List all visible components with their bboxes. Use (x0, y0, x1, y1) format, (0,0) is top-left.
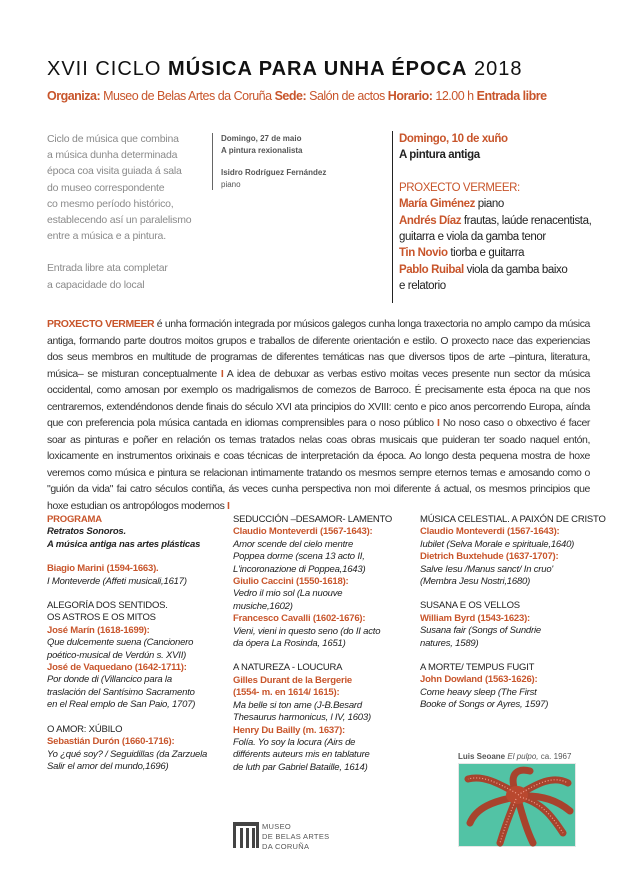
performer-name: Isidro Rodríguez Fernández (221, 168, 327, 177)
intro-line: a música dunha determinada (47, 149, 178, 162)
composer: Giulio Caccini (1550-1618): (233, 576, 349, 588)
concert-date: Domingo, 27 de maio (221, 134, 302, 143)
description-text: No noso caso o obxectivo é facer soar as pinturas e poñer en relación os temas tratados nelas coas obras musicais que puideran ter soado naquel entón, loxicamente en instrumentos orixinais e coas técnicas de interpretación da época. Ao longo desta pequena mostra de hoxe veremos como música e pintura se relacionan intimamente tratando os mesmos sempre eternos temas e amosando como o "guión da vida" fai catro séculos contiña, ás veces cunha perspectiva non moi diferente á actual, os mesmos principios que hoxe estudian os antropólogos modernos (47, 417, 590, 513)
work: Ma belle si ton ame (J-B.Besard (233, 699, 362, 711)
title-main: MÚSICA PARA UNHA ÉPOCA (168, 58, 468, 80)
composer: Dietrich Buxtehude (1637-1707): (420, 551, 559, 563)
section-heading: OS ASTROS E OS MITOS (47, 612, 156, 624)
member-name: Andrés Díaz (399, 214, 462, 227)
member-role: e relatorio (399, 280, 446, 293)
work: (Membra Jesu Nostri,1680) (420, 576, 531, 588)
program-subtitle: Retratos Sonoros. (47, 526, 126, 538)
intro-line: Ciclo de música que combina (47, 133, 179, 145)
intro-line: co mesmo período histórico, (47, 197, 174, 210)
sede-value: Salón de actos (309, 89, 385, 103)
work: Vieni, vieni in questo seno (do II acto (233, 625, 381, 637)
artwork-caption (458, 752, 571, 761)
member-role: tiorba e guitarra (450, 247, 525, 260)
composer: Claudio Monteverdi (1567-1643): (420, 526, 560, 538)
work: différents auteurs mis en tablature (233, 749, 370, 761)
intro-text (47, 131, 227, 309)
intro-line: entre a música e a pintura. (47, 230, 166, 243)
intro-line: establecendo así un paralelismo (47, 214, 192, 227)
entry-line: Entrada libre ata completar (47, 262, 168, 275)
logo-line: DA CORUÑA (262, 842, 310, 851)
member-name: María Giménez (399, 198, 475, 211)
horario-value: 12.00 h (435, 89, 474, 103)
work: L'incoronazione di Poppea,1643) (233, 563, 366, 575)
organiza-label: Organiza: (47, 89, 101, 103)
program-column-2 (233, 514, 413, 774)
work: Thesaurus harmonicus, l IV, 1603) (233, 712, 371, 724)
artwork-artist: Luis Seoane (458, 752, 506, 761)
work: Come heavy sleep (The First (420, 686, 537, 698)
section-heading: MÚSICA CELESTIAL. A PAIXÓN DE CRISTO (420, 514, 606, 525)
separator: I (220, 367, 224, 380)
performer-instrument: piano (221, 179, 241, 189)
museum-logo-text (262, 822, 329, 852)
work: Iubilet (Selva Morale e spirituale,1640) (420, 538, 575, 550)
sede-label: Sede: (274, 89, 307, 103)
work: Susana fair (Songs of Sundrie (420, 625, 541, 637)
work: da ópera La Rosinda, 1651) (233, 638, 346, 650)
work: poético-musical de Verdún s. XVII) (47, 649, 187, 661)
concert-theme: A pintura antiga (399, 149, 480, 162)
composer: Claudio Monteverdi (1567-1643): (233, 526, 373, 538)
entry-line: a capacidade do local (47, 278, 145, 291)
work: Yo ¿qué soy? / Seguidillas (da Zarzuela (47, 748, 208, 760)
organiza-value: Museo de Belas Artes da Coruña (103, 89, 272, 103)
previous-concert (212, 133, 361, 190)
octopus-painting (458, 763, 576, 847)
work: traslación del Santísimo Sacramento (47, 686, 195, 698)
ensemble-lead: PROXECTO VERMEER (47, 318, 155, 330)
program-heading: PROGRAMA (47, 514, 102, 525)
work: I Monteverde (Affeti musicali,1617) (47, 575, 187, 587)
composer: Biagio Marini (1594-1663). (47, 563, 159, 575)
member-role: viola da gamba baixo (466, 263, 568, 276)
section-heading: ALEGORÍA DOS SENTIDOS. (47, 600, 168, 612)
intro-line: do museo correspondente (47, 181, 165, 194)
description-text: A idea de debuxar as verbas estivo moitas veces presente nun sector da música occidental, como amosan por exemplo os madrigalismos de comezos de Barroco. É precisamente esta época na que nos centraremos, extendéndonos dende finais do século XVI ata principios do XVIII: cento e pico anos percorrendo Europa, aínda que con preferencia pola música cantada en idiomas comprensibles para o noso público (47, 367, 590, 430)
concert-date: Domingo, 10 de xuño (399, 133, 508, 145)
composer: John Dowland (1563-1626): (420, 674, 538, 686)
page-title (47, 58, 607, 81)
composer: Francesco Cavalli (1602-1676): (233, 613, 366, 625)
program-column-1 (47, 514, 227, 773)
member (399, 196, 604, 212)
work: Amor scende del cielo mentre (233, 538, 354, 550)
work: de luth par Gabriel Bataille, 1614) (233, 761, 368, 773)
section-heading: A MORTE/ TEMPUS FUGIT (420, 662, 535, 674)
separator: I (437, 417, 440, 430)
separator: I (226, 500, 230, 513)
logo-line: DE BELAS ARTES (262, 832, 330, 841)
composer: José de Vaquedano (1642-1711): (47, 662, 187, 674)
section-heading: A NATUREZA - LOUCURA (233, 662, 343, 674)
ensemble-name: PROXECTO VERMEER: (399, 181, 520, 194)
concert-theme: A pintura rexionalista (221, 145, 303, 155)
intro-line: época coa visita guiada á sala (47, 165, 182, 178)
member-name: Pablo Ruibal (399, 263, 464, 276)
work: Por donde di (Villancico para la (47, 674, 172, 686)
composer: José Marín (1618-1699): (47, 624, 150, 636)
section-heading: SUSANA E OS VELLOS (420, 600, 520, 612)
work: Vedro il mio sol (La nuouve (233, 588, 343, 600)
section-heading: SEDUCCIÓN –DESAMOR- LAMENTO (233, 514, 393, 525)
description-text: é unha formación integrada por músicos galegos cunha longa traxectoria no amplo campo da música antiga, formando parte doutros moitos grupos e traballos de diferente orientación e estilo. O proxecto nace das experiencias dos seus membros en multitude de programas de diferentes temáticas nas que diversos tipos de arte –pintura, literatura, música– se misturan conceptualmente (47, 318, 590, 380)
member (399, 213, 604, 229)
work: musiche,1602) (233, 600, 293, 612)
description-paragraph (47, 316, 590, 515)
member (399, 262, 604, 278)
member-name: Tin Novio (399, 247, 448, 260)
event-info (47, 89, 607, 103)
main-concert (392, 131, 604, 303)
program-subtitle: A música antiga nas artes plásticas (47, 538, 201, 550)
work: Poppea dorme (scena 13 acto II, (233, 551, 365, 563)
composer: William Byrd (1543-1623): (420, 612, 531, 624)
work: Folía. Yo soy la locura (Airs de (233, 736, 356, 748)
artwork-title: El pulpo, (507, 752, 539, 761)
artwork-date: ca. 1967 (540, 752, 572, 761)
composer: Henry Du Bailly (m. 1637): (233, 724, 346, 736)
member-role: frautas, laúde renacentista, (463, 214, 592, 227)
composer: Gilles Durant de la Bergerie (233, 674, 352, 686)
member-role: piano (477, 198, 504, 211)
work: Salve Iesu /Manus sanct/ In cruo' (420, 563, 554, 575)
title-prefix: XVII CICLO (47, 58, 162, 80)
section-heading: O AMOR: XÚBILO (47, 723, 123, 735)
entrada-libre: Entrada libre (476, 89, 547, 103)
work: natures, 1589) (420, 637, 479, 649)
composer: Sebastián Durón (1660-1716): (47, 736, 175, 748)
member-role: guitarra e viola da gamba tenor (399, 231, 546, 244)
work: Booke of Songs or Ayres, 1597) (420, 699, 549, 711)
title-year: 2018 (474, 58, 523, 80)
program-column-3 (420, 514, 615, 712)
horario-label: Horario: (387, 89, 433, 103)
work: Salir el amor del mundo,1696) (47, 760, 169, 772)
composer: (1554- m. en 1614/ 1615): (233, 687, 340, 699)
work: Que dulcemente suena (Cancionero (47, 637, 194, 649)
work: en el Real emplo de San Paio, 1707) (47, 699, 196, 711)
logo-line: MUSEO (262, 822, 292, 831)
member (399, 245, 604, 261)
museum-logo-icon (233, 822, 259, 848)
